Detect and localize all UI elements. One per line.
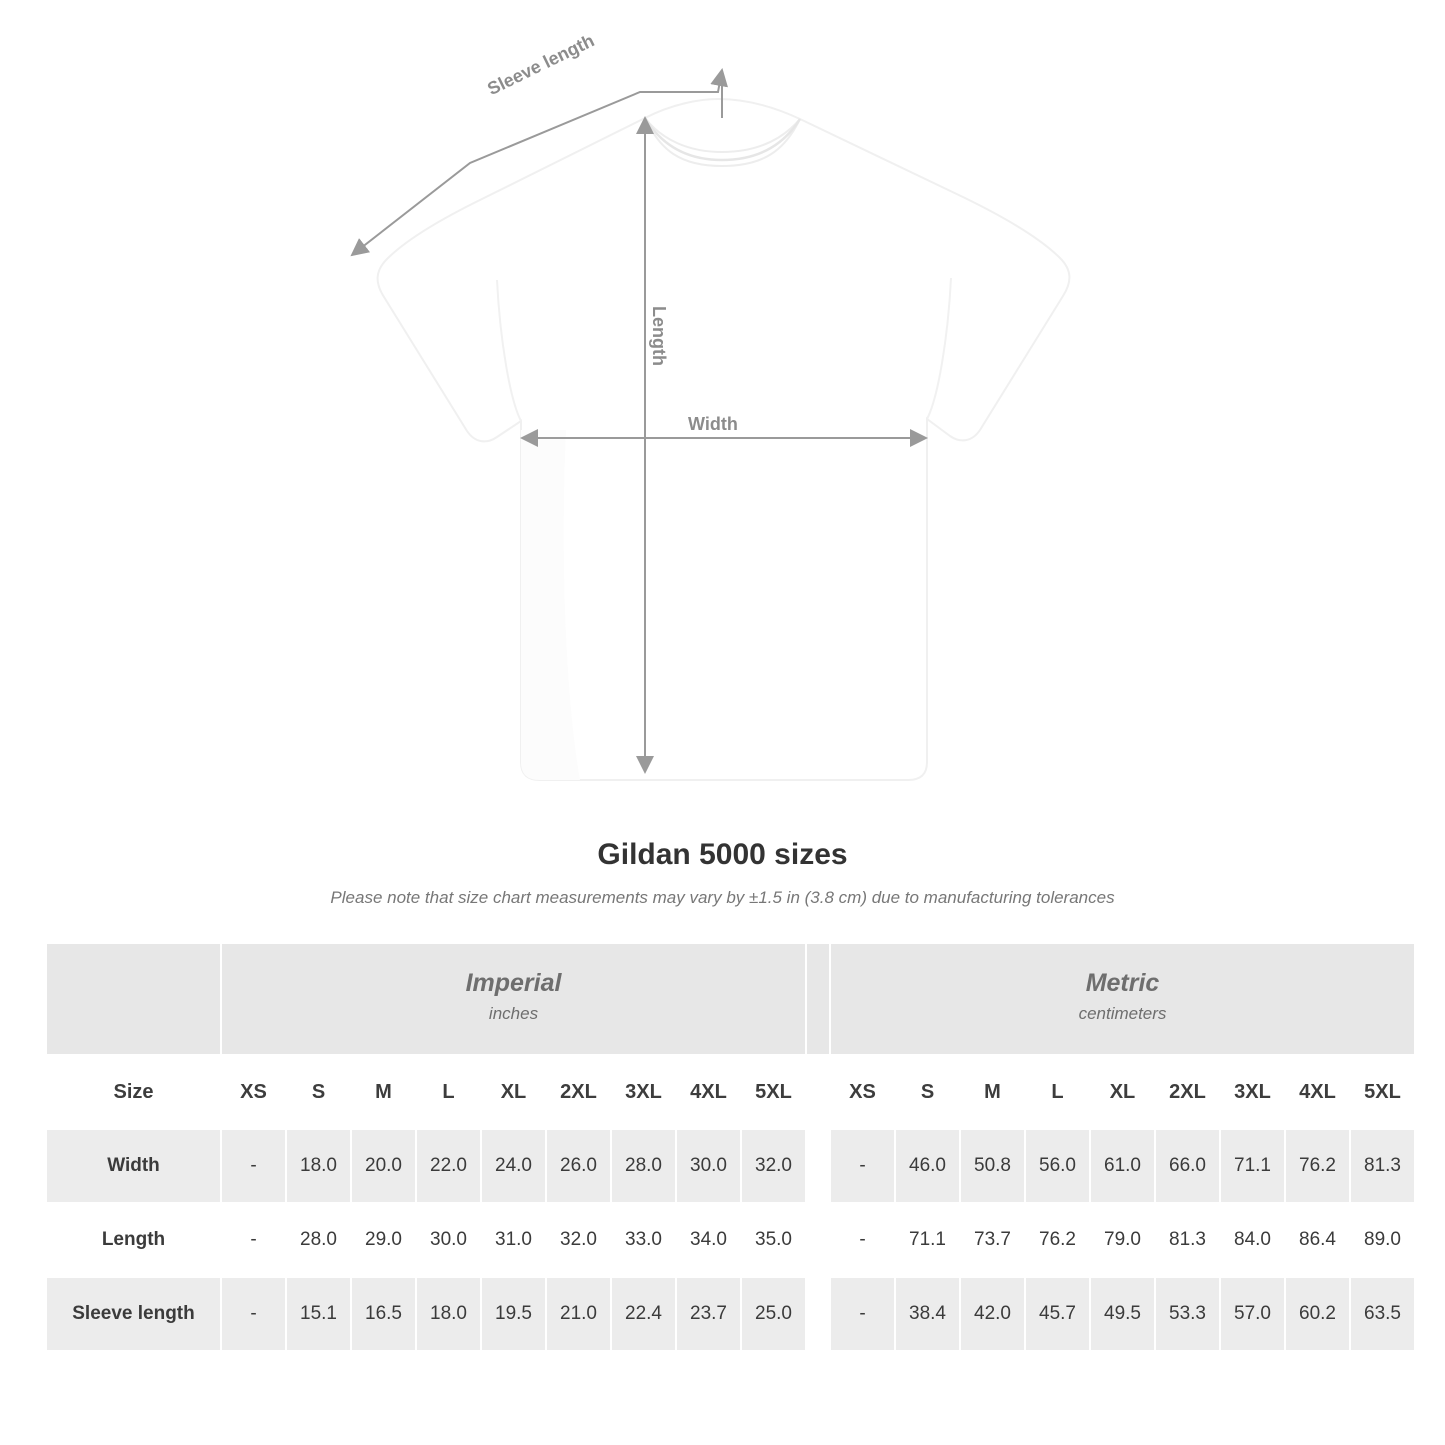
metric-sub: centimeters bbox=[1078, 1003, 1167, 1023]
width-met-l: 56.0 bbox=[1025, 1129, 1090, 1203]
size-imp-m: M bbox=[351, 1055, 416, 1129]
sleeve-met-5xl: 63.5 bbox=[1350, 1277, 1415, 1351]
sleeve-imp-s: 15.1 bbox=[286, 1277, 351, 1351]
length-imp-2xl: 32.0 bbox=[546, 1203, 611, 1277]
size-imp-xl: XL bbox=[481, 1055, 546, 1129]
length-imp-4xl: 34.0 bbox=[676, 1203, 741, 1277]
width-imp-3xl: 28.0 bbox=[611, 1129, 676, 1203]
sleeve-imp-xs: - bbox=[221, 1277, 286, 1351]
width-gap bbox=[806, 1129, 830, 1203]
width-met-2xl: 66.0 bbox=[1155, 1129, 1220, 1203]
length-met-xs: - bbox=[830, 1203, 895, 1277]
length-imp-s: 28.0 bbox=[286, 1203, 351, 1277]
chart-title: Gildan 5000 sizes bbox=[597, 838, 848, 871]
sleeve-imp-l: 18.0 bbox=[416, 1277, 481, 1351]
sleeve-met-xs: - bbox=[830, 1277, 895, 1351]
sleeve-met-xl: 49.5 bbox=[1090, 1277, 1155, 1351]
size-met-5xl: 5XL bbox=[1350, 1055, 1415, 1129]
size-met-4xl: 4XL bbox=[1285, 1055, 1350, 1129]
length-imp-xs: - bbox=[221, 1203, 286, 1277]
sleeve-imp-2xl: 21.0 bbox=[546, 1277, 611, 1351]
size-imp-5xl: 5XL bbox=[741, 1055, 806, 1129]
length-imp-m: 29.0 bbox=[351, 1203, 416, 1277]
sleeve-imp-4xl: 23.7 bbox=[676, 1277, 741, 1351]
width-imp-m: 20.0 bbox=[351, 1129, 416, 1203]
width-imp-xl: 24.0 bbox=[481, 1129, 546, 1203]
chart-subtitle: Please note that size chart measurements may vary by ±1.5 in (3.8 cm) due to manufacturing tolerances bbox=[330, 888, 1115, 907]
size-imp-3xl: 3XL bbox=[611, 1055, 676, 1129]
sleeve-met-2xl: 53.3 bbox=[1155, 1277, 1220, 1351]
sleeve-gap bbox=[806, 1277, 830, 1351]
sleeve-met-s: 38.4 bbox=[895, 1277, 960, 1351]
length-met-s: 71.1 bbox=[895, 1203, 960, 1277]
length-met-2xl: 81.3 bbox=[1155, 1203, 1220, 1277]
width-met-xs: - bbox=[830, 1129, 895, 1203]
size-met-xs: XS bbox=[830, 1055, 895, 1129]
unit-header-metric bbox=[830, 943, 1415, 1055]
size-met-s: S bbox=[895, 1055, 960, 1129]
size-table bbox=[45, 942, 1416, 1352]
size-imp-xs: XS bbox=[221, 1055, 286, 1129]
width-imp-s: 18.0 bbox=[286, 1129, 351, 1203]
sleeve-imp-xl: 19.5 bbox=[481, 1277, 546, 1351]
sleeve-met-3xl: 57.0 bbox=[1220, 1277, 1285, 1351]
row-label-length: Length bbox=[46, 1203, 221, 1277]
width-met-m: 50.8 bbox=[960, 1129, 1025, 1203]
size-label: Size bbox=[46, 1055, 221, 1129]
sleeve-imp-3xl: 22.4 bbox=[611, 1277, 676, 1351]
length-met-xl: 79.0 bbox=[1090, 1203, 1155, 1277]
tshirt-shape bbox=[378, 99, 1070, 780]
width-label: Width bbox=[680, 412, 746, 437]
size-header-row bbox=[46, 1055, 1415, 1129]
width-met-s: 46.0 bbox=[895, 1129, 960, 1203]
imperial-name: Imperial bbox=[465, 968, 562, 997]
metric-name: Metric bbox=[1085, 968, 1160, 997]
width-met-5xl: 81.3 bbox=[1350, 1129, 1415, 1203]
width-imp-xs: - bbox=[221, 1129, 286, 1203]
sleeve-imp-5xl: 25.0 bbox=[741, 1277, 806, 1351]
size-table-wrap bbox=[0, 942, 1445, 1352]
size-met-3xl: 3XL bbox=[1220, 1055, 1285, 1129]
sleeve-imp-m: 16.5 bbox=[351, 1277, 416, 1351]
length-imp-l: 30.0 bbox=[416, 1203, 481, 1277]
width-met-xl: 61.0 bbox=[1090, 1129, 1155, 1203]
length-met-4xl: 86.4 bbox=[1285, 1203, 1350, 1277]
width-imp-2xl: 26.0 bbox=[546, 1129, 611, 1203]
sleeve-met-l: 45.7 bbox=[1025, 1277, 1090, 1351]
size-imp-l: L bbox=[416, 1055, 481, 1129]
row-label-width: Width bbox=[46, 1129, 221, 1203]
imperial-sub: inches bbox=[488, 1003, 539, 1023]
size-gap bbox=[806, 1055, 830, 1129]
sleeve-met-m: 42.0 bbox=[960, 1277, 1025, 1351]
row-label-sleeve-length: Sleeve length bbox=[46, 1277, 221, 1351]
length-met-5xl: 89.0 bbox=[1350, 1203, 1415, 1277]
size-imp-s: S bbox=[286, 1055, 351, 1129]
size-met-m: M bbox=[960, 1055, 1025, 1129]
table-row bbox=[46, 1203, 1415, 1277]
length-imp-3xl: 33.0 bbox=[611, 1203, 676, 1277]
unit-header-imperial bbox=[221, 943, 806, 1055]
width-imp-4xl: 30.0 bbox=[676, 1129, 741, 1203]
length-met-l: 76.2 bbox=[1025, 1203, 1090, 1277]
size-imp-2xl: 2XL bbox=[546, 1055, 611, 1129]
size-met-xl: XL bbox=[1090, 1055, 1155, 1129]
length-imp-xl: 31.0 bbox=[481, 1203, 546, 1277]
size-met-2xl: 2XL bbox=[1155, 1055, 1220, 1129]
sleeve-met-4xl: 60.2 bbox=[1285, 1277, 1350, 1351]
size-met-l: L bbox=[1025, 1055, 1090, 1129]
width-imp-5xl: 32.0 bbox=[741, 1129, 806, 1203]
length-met-3xl: 84.0 bbox=[1220, 1203, 1285, 1277]
length-gap bbox=[806, 1203, 830, 1277]
unit-header-row bbox=[46, 943, 1415, 1055]
length-imp-5xl: 35.0 bbox=[741, 1203, 806, 1277]
table-row bbox=[46, 1277, 1415, 1351]
length-label: Length bbox=[646, 300, 671, 372]
size-imp-4xl: 4XL bbox=[676, 1055, 741, 1129]
unit-header-spacer bbox=[806, 943, 830, 1055]
sleeve-length-label: Sleeve length bbox=[478, 26, 604, 105]
width-met-4xl: 76.2 bbox=[1285, 1129, 1350, 1203]
table-row bbox=[46, 1129, 1415, 1203]
width-met-3xl: 71.1 bbox=[1220, 1129, 1285, 1203]
unit-header-corner bbox=[46, 943, 221, 1055]
length-met-m: 73.7 bbox=[960, 1203, 1025, 1277]
width-imp-l: 22.0 bbox=[416, 1129, 481, 1203]
